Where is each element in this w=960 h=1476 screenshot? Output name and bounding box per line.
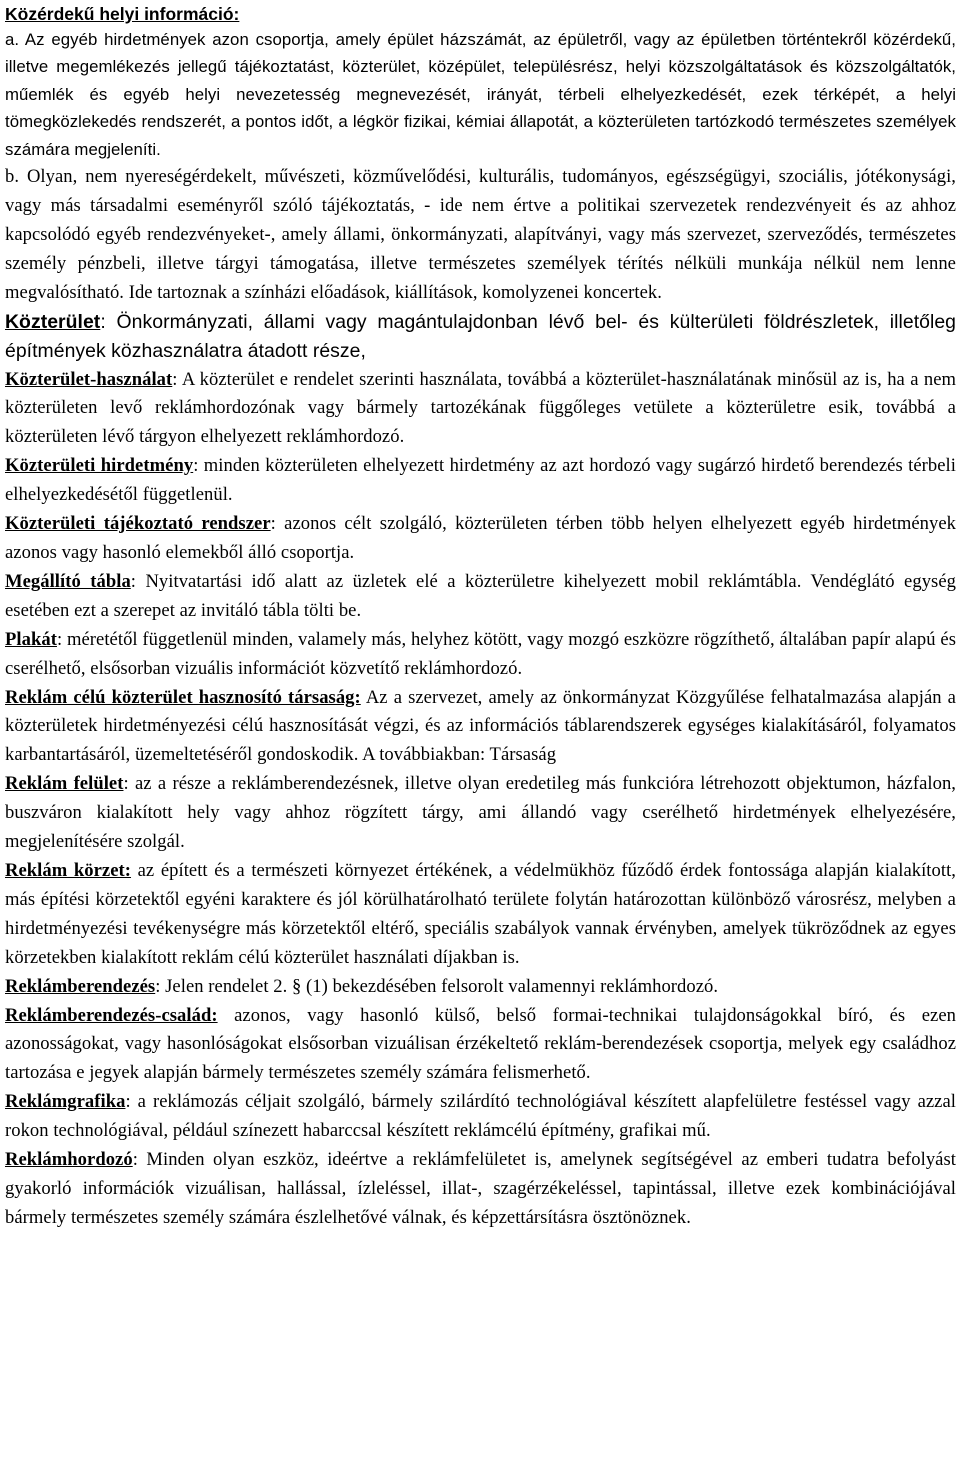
definition-kozterulet-hasznalat [5,366,956,453]
definition-separator: : [270,513,285,535]
definition-plakat [5,626,956,684]
definition-term: Reklámgrafika [5,1091,126,1113]
definition-term: Reklám felület [5,773,124,795]
definition-reklamberendezes [5,973,956,1002]
definition-text: az épített és a természeti környezet értékének, a védelmükhöz fűződő érdek fontossága alapján kialakított, más építési körzetektől egyéni karaktere és jól körülhatárolható területe folytán határozottan különböző városrész, melyben a hirdetményezési tevékenységre más körzetektől eltérő, speciális szabályok vannak érvényben, amelyek tükröződnek az egyes körzetekben kialakított reklám célú közterület használati díjakban is. [5,859,956,968]
definition-text: méretétől függetlenül minden, valamely más, helyhez kötött, vagy mozgó eszközre rögzíthető, általában papír alapú és cserélhető, elsősorban vizuális információt közvetítő reklámhordozó. [5,628,956,679]
definition-separator: : [56,628,67,650]
definition-reklamgrafika [5,1088,956,1146]
definition-separator: : [130,570,146,592]
definition-term: Reklám körzet: [5,859,132,881]
definition-separator: : [193,455,204,477]
definition-text: Nyitvatartási idő alatt az üzletek elé a közterületre kihelyezett mobil reklámtábla. Vendéglátó egység esetében ezt a szerepet az invitáló tábla tölti be. [5,570,956,621]
definition-kozteruleti-hirdetmeny [5,452,956,510]
definition-separator: : [100,310,117,333]
paragraph-a: a. Az egyéb hirdetmények azon csoportja, amely épület házszámát, az épületről, vagy az épületben történtekről közérdekű, illetve megemlékezés jellegű tájékoztatást, közterület, középület, településrész, helyi közszolgáltatások és közszolgáltatók, műemlék és egyéb helyi nevezetesség megnevezését, irányát, térbeli elhelyezkedését, ezek térképét, a helyi tömegközlekedés rendszerét, a pontos időt, a légkör fizikai, kémiai állapotát, a közterületen tartózkodó természetes személyek számára megjeleníti. [5,30,956,159]
definition-text: Az a szervezet, amely az önkormányzat Közgyűlése felhatalmazása alapján a közterületek hirdetményezési célú hasznosítását végzi, és az információs táblarendszerek egységes kialakításáról, folyamatos karbantartásáról, üzemeltetéséről gondoskodik. A továbbiakban: Társaság [5,686,956,766]
definition-megallito-tabla [5,568,956,626]
definition-separator: : [172,368,182,390]
definition-separator: : [155,975,166,997]
definition-text: azonos célt szolgáló, közterületen térben több helyen elhelyezett egyéb hirdetmények azonos vagy hasonló elemekből álló csoportja. [5,513,957,563]
definitions-list [5,308,956,1233]
definition-separator [131,860,138,881]
definition-term: Közterületi tájékoztató rendszer [5,513,271,535]
definition-term: Közterület-használat [5,368,173,390]
definition-kozteruleti-tajekoztato-rendszer [5,510,956,568]
definition-reklam-korzet [5,857,956,973]
definition-reklamhordozo [5,1146,956,1233]
definition-term: Reklámberendezés-család: [5,1004,218,1026]
definition-reklam-felulet [5,770,956,857]
definition-text: Jelen rendelet 2. § (1) bekezdésében felsorolt valamennyi reklámhordozó. [165,975,719,997]
definition-separator: : [123,773,135,795]
definition-reklamberendezes-csalad [5,1002,956,1089]
definition-term: Megállító tábla [5,570,131,592]
definition-term: Közterületi hirdetmény [5,455,194,477]
definition-kozterulet [5,308,956,366]
definition-text: Minden olyan eszköz, ideértve a reklámfelületet is, amelynek segítségével az emberi tudatra befolyást gyakorló információk vizuálisan, hallással, ízleléssel, illat-, szagérzékeléssel, tapintással, illetve ezek kombinációjával bármely természetes személy számára észlelhetővé válnak, és képzettársításra ösztönöznek. [5,1149,956,1228]
definition-separator: : [132,1149,147,1171]
definition-separator [218,1005,235,1026]
definition-text: minden közterületen elhelyezett hirdetmény az azt hordozó vagy sugárzó hirdető berendezés térbeli elhelyezkedésétől függetlenül. [5,455,956,506]
paragraph-b: b. Olyan, nem nyereségérdekelt, művészeti, közművelődési, kulturális, tudományos, egészségügyi, szociális, jótékonysági, vagy más társadalmi eseményről szóló tájékoztatás, - ide nem értve a politikai szervezetek rendezvényeit és az ahhoz kapcsolódó egyéb rendezvényeket-, amely állami, önkormányzati, alapítványi, vagy más szervezet, szerveződés, természetes személy pénzbeli, illetve tárgyi támogatása, illetve természetes személyek térítés nélküli munkája nélkül nem lenne megvalósítható. Ide tartoznak a színházi előadások, kiállítások, komolyzenei koncertek. [5,166,956,303]
definition-text: a reklámozás céljait szolgáló, bármely szilárdító technológiával készített alapfelületre festéssel vagy azzal rokon technológiával, például színezett habarccsal készített reklámcélú építmény, grafikai mű. [5,1091,956,1142]
definition-text: azonos, vagy hasonló külső, belső formai-technikai tulajdonságokkal bíró, és ezen azonosságokat, vagy hasonlóságokat elsősorban vizuálisan érzékeltető reklám-berendezések csoportja, melyek egy családhoz tartozása e jegyek alapján bármely természetes személy számára felismerhető. [5,1004,956,1084]
definition-text: Önkormányzati, állami vagy magántulajdonban lévő bel- és külterületi földrészletek, illetőleg építmények közhasználatra átadott része, [5,310,956,362]
definition-term: Plakát [5,628,57,650]
definition-reklam-celu-tarsasag [5,684,956,771]
definition-term: Közterület [5,310,101,333]
definition-term: Reklámhordozó [5,1149,133,1171]
section-heading: Közérdekű helyi információ: [5,4,240,24]
definition-separator: : [125,1091,138,1113]
definition-text: A közterület e rendelet szerinti használata, továbbá a közterület-használatának minősül az is, ha a nem közterületen levő reklámhordozónak vagy bármely tartozékának függőleges vetülete a közterületre esik, továbbá a közterületen lévő tárgyon elhelyezett reklámhordozó. [5,368,957,448]
definition-text: az a része a reklámberendezésnek, illetve olyan eredetileg más funkcióra létrehozott objektumon, házfalon, buszváron kialakított hely vagy ahhoz rögzített tárgy, ami állandó vagy cserélhető hirdetmények elhelyezésére, megjelenítésére szolgál. [5,773,956,853]
definition-term: Reklám célú közterület hasznosító társaság: [5,686,361,708]
definition-term: Reklámberendezés [5,975,156,997]
